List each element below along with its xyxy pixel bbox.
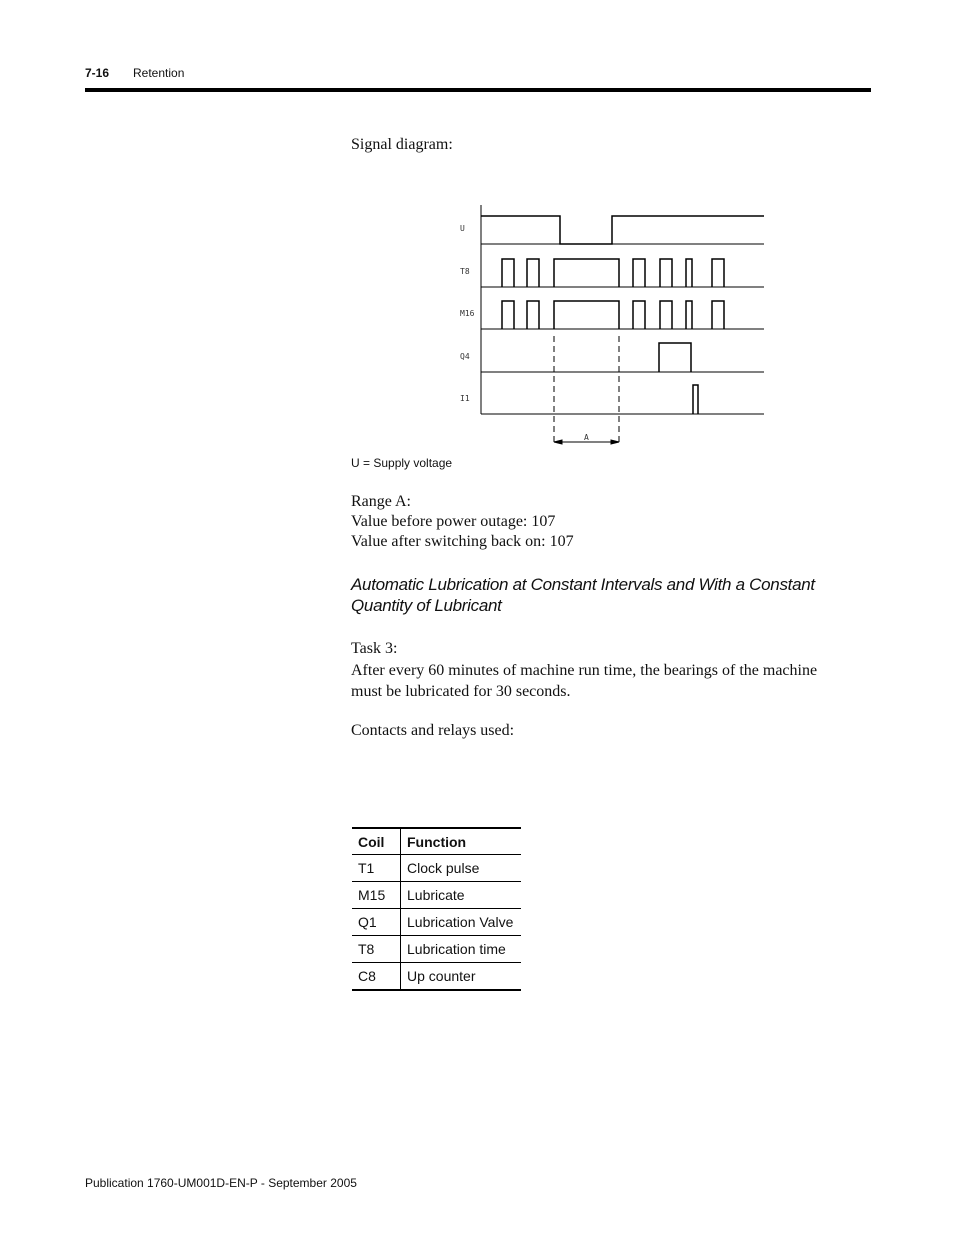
table-row (352, 963, 521, 991)
range-before: Value before power outage: 107 (351, 513, 556, 530)
signal-t8-waveform (502, 259, 724, 287)
signal-label-t8: T8 (460, 267, 470, 276)
task-text: After every 60 minutes of machine run time, the bearings of the machine must be lubricated for 30 seconds. (351, 662, 818, 700)
signal-label-m16: M16 (460, 309, 475, 318)
column-header-function: Function (401, 828, 522, 855)
range-title: Range A: (351, 493, 411, 510)
table-row (352, 909, 521, 936)
range-after: Value after switching back on: 107 (351, 533, 574, 550)
column-header-coil: Coil (352, 828, 401, 855)
signal-baselines (481, 244, 764, 414)
table-row (352, 936, 521, 963)
signal-u-waveform (481, 216, 764, 244)
signal-diagram-label: Signal diagram: (351, 136, 453, 153)
section-heading: Automatic Lubrication at Constant Intervals and With a Constant Quantity of Lubricant (351, 575, 815, 615)
coils-table (352, 827, 521, 991)
coil-cell: T8 (352, 936, 401, 963)
function-cell: Lubricate (401, 882, 522, 909)
function-cell: Clock pulse (401, 855, 522, 882)
publication-footer: Publication 1760-UM001D-EN-P - September 2005 (85, 1176, 357, 1190)
coil-cell: C8 (352, 963, 401, 991)
table-header-row (352, 828, 521, 855)
range-guides (554, 336, 619, 446)
signal-label-i1: I1 (460, 394, 470, 403)
contacts-label: Contacts and relays used: (351, 722, 515, 739)
table-row (352, 855, 521, 882)
page-number: 7-16 (85, 66, 110, 80)
function-cell: Lubrication time (401, 936, 522, 963)
signal-timing-diagram (440, 200, 770, 450)
coil-cell: T1 (352, 855, 401, 882)
signal-q4-waveform (659, 343, 691, 372)
function-cell: Up counter (401, 963, 522, 991)
coil-cell: Q1 (352, 909, 401, 936)
range-a-label: A (584, 433, 589, 442)
coil-cell: M15 (352, 882, 401, 909)
function-cell: Lubrication Valve (401, 909, 522, 936)
diagram-caption: U = Supply voltage (351, 456, 453, 470)
signal-label-q4: Q4 (460, 352, 470, 361)
signal-label-u: U (460, 224, 465, 233)
table-row (352, 882, 521, 909)
section-title: Retention (133, 66, 185, 80)
task-title: Task 3: (351, 640, 398, 657)
signal-m16-waveform (502, 301, 724, 329)
signal-i1-waveform (693, 385, 698, 414)
header-rule (85, 88, 871, 92)
